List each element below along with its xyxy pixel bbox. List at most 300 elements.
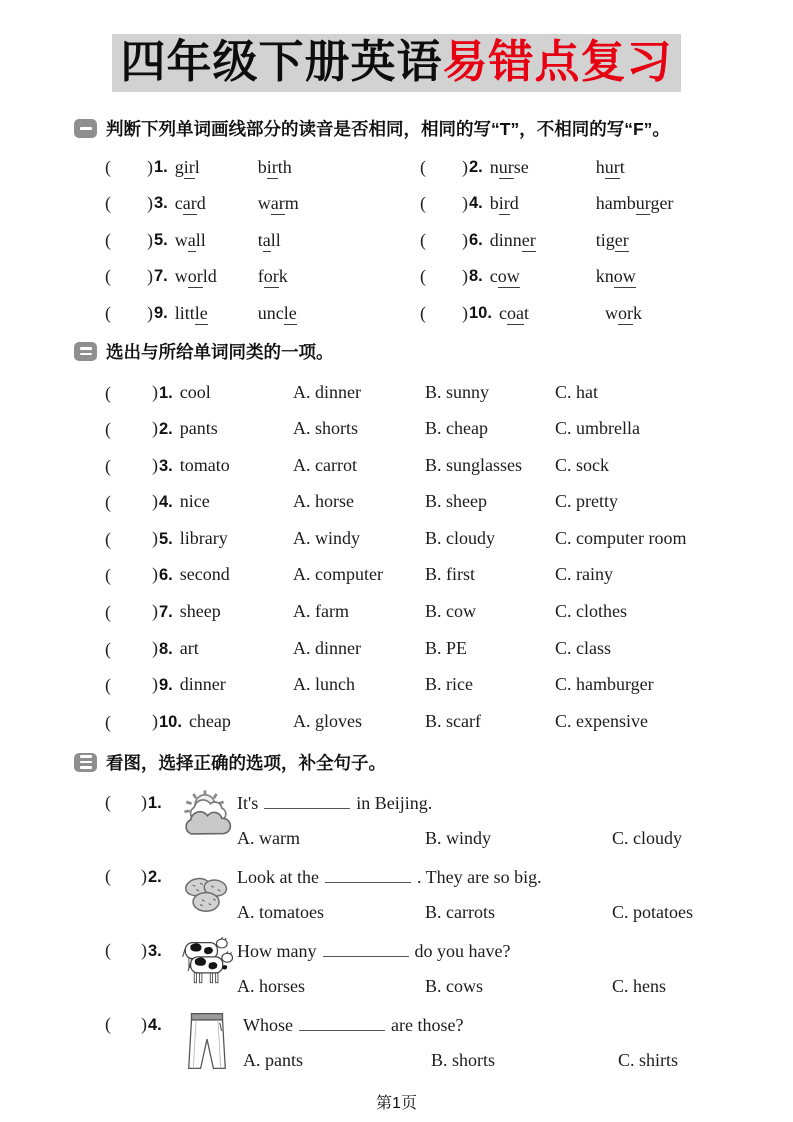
underlined-part: ur [498, 156, 514, 177]
option-a: A. shorts [293, 418, 359, 439]
item-number: 6. [469, 230, 483, 249]
paren-group [105, 787, 180, 860]
word-part: d [509, 193, 519, 214]
answer-slot[interactable] [111, 304, 147, 322]
paren-close: ) [462, 193, 468, 214]
word-part: k [278, 266, 288, 287]
sentence [243, 1009, 793, 1044]
options-row [237, 902, 793, 923]
word-part: tig [595, 229, 615, 250]
paren-group [105, 861, 180, 934]
phonics-item [420, 185, 793, 222]
word-part: h [595, 156, 605, 177]
word-part: ger [650, 193, 674, 214]
sentence-blank[interactable] [299, 1012, 385, 1031]
stem-word: cheap [188, 710, 231, 731]
answer-slot[interactable] [426, 268, 462, 286]
section-1-items [105, 149, 793, 332]
option-b: B. rice [425, 674, 473, 695]
weather-icon [180, 789, 237, 838]
answer-slot[interactable] [111, 637, 147, 655]
cows-icon [180, 935, 237, 1008]
word-part: se [513, 156, 529, 177]
paren-close: ) [152, 564, 158, 585]
page-number: 第1页 [376, 1094, 417, 1112]
phonics-item [420, 222, 793, 259]
pants-icon [180, 1009, 243, 1082]
word-part: ld [202, 266, 217, 287]
paren-close: ) [462, 229, 468, 250]
item-number: 8. [469, 267, 483, 286]
phonics-item [420, 149, 793, 186]
paren-open: ( [420, 156, 426, 177]
option-b: B. cow [425, 601, 476, 622]
paren-close: ) [462, 302, 468, 323]
answer-slot[interactable] [111, 864, 141, 882]
paren-open: ( [420, 193, 426, 214]
weather-icon [180, 787, 237, 860]
option-b: B. sunny [425, 381, 490, 402]
word-part: t [257, 229, 263, 250]
underlined-part: le [194, 302, 208, 323]
stem-word: pants [179, 418, 218, 439]
underlined-part: ir [498, 193, 510, 214]
option-c: C. sock [555, 454, 609, 475]
underlined-part: ur [604, 156, 620, 177]
item-body [237, 787, 793, 860]
word-part: unc [257, 302, 284, 323]
section-3-heading: 看图，选择正确的选项，补全句子。 [106, 752, 386, 773]
item-number: 1. [154, 157, 168, 176]
underlined-part: le [283, 302, 297, 323]
option-c: C. rainy [555, 564, 613, 585]
sentence-post: . They are so big. [416, 866, 542, 887]
paren-open: ( [105, 1013, 111, 1034]
paren-open: ( [105, 711, 111, 732]
item-number: 9. [154, 303, 168, 322]
item-number: 5. [154, 230, 168, 249]
section-2-items [105, 374, 793, 740]
paren-open: ( [105, 156, 111, 177]
paren-close: ) [152, 637, 158, 658]
word-1 [499, 303, 605, 324]
option-a: A. lunch [293, 674, 355, 695]
sentence-post: do you have? [414, 940, 511, 961]
phonics-item [105, 222, 420, 259]
paren-open: ( [105, 266, 111, 287]
option-b: B. shorts [431, 1049, 496, 1070]
word-1 [175, 266, 258, 287]
options-row [237, 976, 793, 997]
paren-open: ( [420, 229, 426, 250]
item-number: 10. [469, 303, 492, 322]
paren-close: ) [152, 491, 158, 512]
option-b: B. windy [425, 827, 492, 848]
stem [152, 564, 293, 585]
paren-open: ( [105, 791, 111, 812]
answer-slot[interactable] [111, 490, 147, 508]
phonics-item [105, 295, 420, 332]
option-b: B. PE [425, 637, 468, 658]
paren-close: ) [152, 381, 158, 402]
option-b: B. scarf [425, 710, 481, 731]
paren-close: ) [141, 865, 147, 886]
word-part: t [619, 156, 625, 177]
word-part: n [489, 156, 499, 177]
classify-item [105, 520, 793, 557]
stem [152, 601, 293, 622]
stem-word: nice [179, 491, 210, 512]
section-2-number-icon [74, 342, 97, 361]
sentence [237, 935, 793, 970]
answer-slot[interactable] [111, 268, 147, 286]
underlined-part: er [614, 229, 629, 250]
word-part: d [196, 193, 206, 214]
word-part: litt [174, 302, 195, 323]
option-a: A. horse [293, 491, 354, 512]
item-number: 2. [148, 867, 162, 886]
paren-group [105, 454, 152, 477]
section-2-header [74, 339, 793, 364]
paren-close: ) [152, 418, 158, 439]
stem [152, 418, 293, 439]
word-part: c [498, 302, 507, 323]
phonics-item [420, 295, 793, 332]
paren-close: ) [141, 1013, 147, 1034]
word-part: w [604, 302, 618, 323]
item-number: 1. [159, 383, 173, 402]
word-part: th [277, 156, 292, 177]
paren-close: ) [462, 266, 468, 287]
word-1 [175, 230, 258, 251]
stem [152, 491, 293, 512]
pants-icon [186, 1011, 228, 1071]
item-body [237, 935, 793, 1008]
answer-slot[interactable] [111, 195, 147, 213]
word-part: dinn [489, 229, 522, 250]
word-part: b [257, 156, 267, 177]
answer-slot[interactable] [111, 527, 147, 545]
section-1-number-icon [74, 119, 97, 138]
paren-open: ( [105, 865, 111, 886]
answer-slot[interactable] [111, 417, 147, 435]
sentence-blank[interactable] [323, 938, 409, 957]
option-c: C. cloudy [612, 827, 682, 848]
icon-bar [80, 347, 92, 350]
paren-close: ) [152, 527, 158, 548]
answer-slot[interactable] [426, 158, 462, 176]
word-part: l [194, 156, 200, 177]
option-b: B. sunglasses [425, 454, 523, 475]
picture-item [105, 935, 793, 1008]
stem [152, 674, 293, 695]
icon-bar [80, 353, 92, 356]
paren-group [105, 637, 152, 660]
word-part: w [174, 229, 188, 250]
classify-item [105, 630, 793, 667]
option-a: A. windy [293, 527, 360, 548]
item-number: 6. [159, 566, 173, 585]
option-c: C. hat [555, 381, 598, 402]
word-1 [490, 193, 596, 214]
word-2 [596, 157, 625, 178]
paren-close: ) [141, 939, 147, 960]
classify-item [105, 447, 793, 484]
option-b: B. carrots [425, 901, 495, 922]
paren-group [105, 710, 152, 733]
picture-item [105, 861, 793, 934]
underlined-part: ar [270, 193, 285, 214]
paren-open: ( [105, 302, 111, 323]
phonics-item [105, 259, 420, 296]
paren-close: ) [152, 674, 158, 695]
sentence-pre: Whose [243, 1014, 293, 1035]
word-1 [490, 266, 596, 287]
word-2 [258, 303, 297, 324]
underlined-part: oa [506, 302, 524, 323]
paren-close: ) [147, 156, 153, 177]
option-c: C. umbrella [555, 418, 640, 439]
paren-close: ) [152, 710, 158, 731]
option-a: A. dinner [293, 637, 361, 658]
item-number: 3. [154, 194, 168, 213]
word-part: t [523, 302, 529, 323]
icon-bar [80, 766, 92, 769]
item-number: 9. [159, 676, 173, 695]
paren-close: ) [147, 266, 153, 287]
classify-item [105, 557, 793, 594]
paren-open: ( [105, 193, 111, 214]
answer-slot[interactable] [111, 673, 147, 691]
paren-close: ) [147, 229, 153, 250]
answer-slot[interactable] [111, 710, 147, 728]
sentence-blank[interactable] [325, 864, 411, 883]
icon-bar [80, 127, 92, 130]
word-2 [258, 230, 281, 251]
option-a: A. computer [293, 564, 383, 585]
classify-item [105, 410, 793, 447]
potatoes-icon [180, 875, 234, 914]
sentence [237, 787, 793, 822]
section-1-heading: 判断下列单词画线部分的读音是否相同，相同的写“T”，不相同的写“F”。 [106, 118, 670, 139]
underlined-part: or [187, 266, 203, 287]
section-3-items [105, 787, 793, 1082]
stem-word: tomato [179, 454, 230, 475]
item-body [243, 1009, 793, 1082]
paren-open: ( [105, 419, 111, 440]
word-part: g [174, 156, 184, 177]
classify-item [105, 374, 793, 411]
option-a: A. dinner [293, 381, 361, 402]
stem [152, 711, 293, 732]
underlined-part: or [617, 302, 633, 323]
underlined-part: ir [183, 156, 195, 177]
sentence-post: are those? [390, 1014, 464, 1035]
word-2 [258, 266, 288, 287]
item-number: 5. [159, 529, 173, 548]
phonics-item [420, 259, 793, 296]
underlined-part: a [262, 229, 271, 250]
picture-item [105, 1009, 793, 1082]
paren-open: ( [105, 565, 111, 586]
stem [152, 528, 293, 549]
word-2 [605, 303, 642, 324]
word-part: hamb [595, 193, 636, 214]
option-a: A. carrot [293, 454, 357, 475]
word-2 [258, 157, 292, 178]
item-number: 4. [159, 493, 173, 512]
picture-item [105, 787, 793, 860]
stem [152, 638, 293, 659]
option-c: C. potatoes [612, 901, 693, 922]
paren-group [105, 417, 152, 440]
option-b: B. sheep [425, 491, 487, 512]
word-1 [490, 157, 596, 178]
icon-bar [80, 755, 92, 758]
sentence-pre: Look at the [237, 866, 319, 887]
option-a: A. farm [293, 601, 349, 622]
section-2-heading: 选出与所给单词同类的一项。 [106, 341, 334, 362]
paren-close: ) [462, 156, 468, 177]
stem [152, 455, 293, 476]
option-c: C. expensive [555, 710, 648, 731]
item-number: 7. [154, 267, 168, 286]
potatoes-icon [180, 861, 237, 934]
word-part: w [174, 266, 188, 287]
paren-group [105, 935, 180, 1008]
section-1-header [74, 116, 793, 141]
answer-slot[interactable] [426, 231, 462, 249]
word-part: k [632, 302, 642, 323]
paren-open: ( [105, 528, 111, 549]
answer-slot[interactable] [111, 454, 147, 472]
phonics-item [105, 149, 420, 186]
answer-slot[interactable] [426, 304, 462, 322]
stem-word: sheep [179, 601, 221, 622]
word-2 [596, 266, 636, 287]
item-number: 4. [469, 194, 483, 213]
paren-close: ) [147, 302, 153, 323]
option-c: C. clothes [555, 601, 627, 622]
classify-item [105, 666, 793, 703]
underlined-part: a [187, 229, 196, 250]
classify-item [105, 484, 793, 521]
word-2 [258, 193, 299, 214]
stem-word: library [179, 527, 228, 548]
paren-open: ( [105, 492, 111, 513]
answer-slot[interactable] [111, 158, 147, 176]
paren-group [105, 600, 152, 623]
word-part: f [257, 266, 264, 287]
option-a: A. gloves [293, 710, 362, 731]
paren-close: ) [147, 193, 153, 214]
paren-group [105, 490, 152, 513]
sentence-post: in Beijing. [356, 792, 433, 813]
sentence-pre: It's [237, 792, 259, 813]
section-3-header [74, 750, 793, 775]
option-a: A. tomatoes [237, 901, 324, 922]
paren-open: ( [105, 675, 111, 696]
cows-icon [180, 937, 237, 991]
answer-slot[interactable] [111, 600, 147, 618]
stem [152, 382, 293, 403]
word-part: w [257, 193, 271, 214]
paren-open: ( [420, 266, 426, 287]
sentence-blank[interactable] [264, 790, 350, 809]
option-b: B. cows [425, 975, 483, 996]
word-1 [175, 303, 258, 324]
item-number: 1. [148, 793, 162, 812]
item-number: 3. [159, 456, 173, 475]
option-b: B. first [425, 564, 476, 585]
item-number: 2. [159, 420, 173, 439]
word-part: ll [195, 229, 206, 250]
icon-bar [80, 761, 92, 764]
item-number: 4. [148, 1015, 162, 1034]
stem-word: art [179, 637, 199, 658]
option-a: A. horses [237, 975, 305, 996]
answer-slot[interactable] [111, 563, 147, 581]
page-title [112, 34, 680, 92]
word-part: kn [595, 266, 614, 287]
option-c: C. hamburger [555, 674, 654, 695]
title-wrap [0, 0, 793, 92]
word-1 [175, 193, 258, 214]
item-number: 10. [159, 712, 182, 731]
underlined-part: ow [613, 266, 636, 287]
answer-slot[interactable] [111, 231, 147, 249]
answer-slot[interactable] [111, 790, 141, 808]
paren-group [105, 381, 152, 404]
item-number: 8. [159, 639, 173, 658]
classify-item [105, 703, 793, 740]
option-b: B. cheap [425, 418, 488, 439]
answer-slot[interactable] [111, 1012, 141, 1030]
paren-close: ) [141, 791, 147, 812]
word-1 [490, 230, 596, 251]
title-black: 四年级下册英语 [120, 36, 443, 87]
paren-open: ( [105, 939, 111, 960]
paren-close: ) [152, 601, 158, 622]
options-row [237, 828, 793, 849]
paren-open: ( [105, 638, 111, 659]
answer-slot[interactable] [111, 938, 141, 956]
word-2 [596, 230, 629, 251]
option-c: C. class [555, 637, 611, 658]
word-2 [596, 193, 674, 214]
word-part: c [489, 266, 498, 287]
answer-slot[interactable] [426, 195, 462, 213]
option-c: C. hens [612, 975, 666, 996]
paren-group [105, 563, 152, 586]
option-b: B. cloudy [425, 527, 495, 548]
option-c: C. pretty [555, 491, 618, 512]
option-a: A. pants [243, 1049, 303, 1070]
answer-slot[interactable] [111, 381, 147, 399]
stem-word: cool [179, 381, 211, 402]
underlined-part: ur [635, 193, 651, 214]
item-number: 7. [159, 603, 173, 622]
option-c: C. computer room [555, 527, 687, 548]
stem-word: second [179, 564, 230, 585]
paren-open: ( [105, 455, 111, 476]
word-part: b [489, 193, 499, 214]
underlined-part: ow [497, 266, 520, 287]
option-a: A. warm [237, 827, 300, 848]
stem-word: dinner [179, 674, 226, 695]
classify-item [105, 593, 793, 630]
sentence [237, 861, 793, 896]
